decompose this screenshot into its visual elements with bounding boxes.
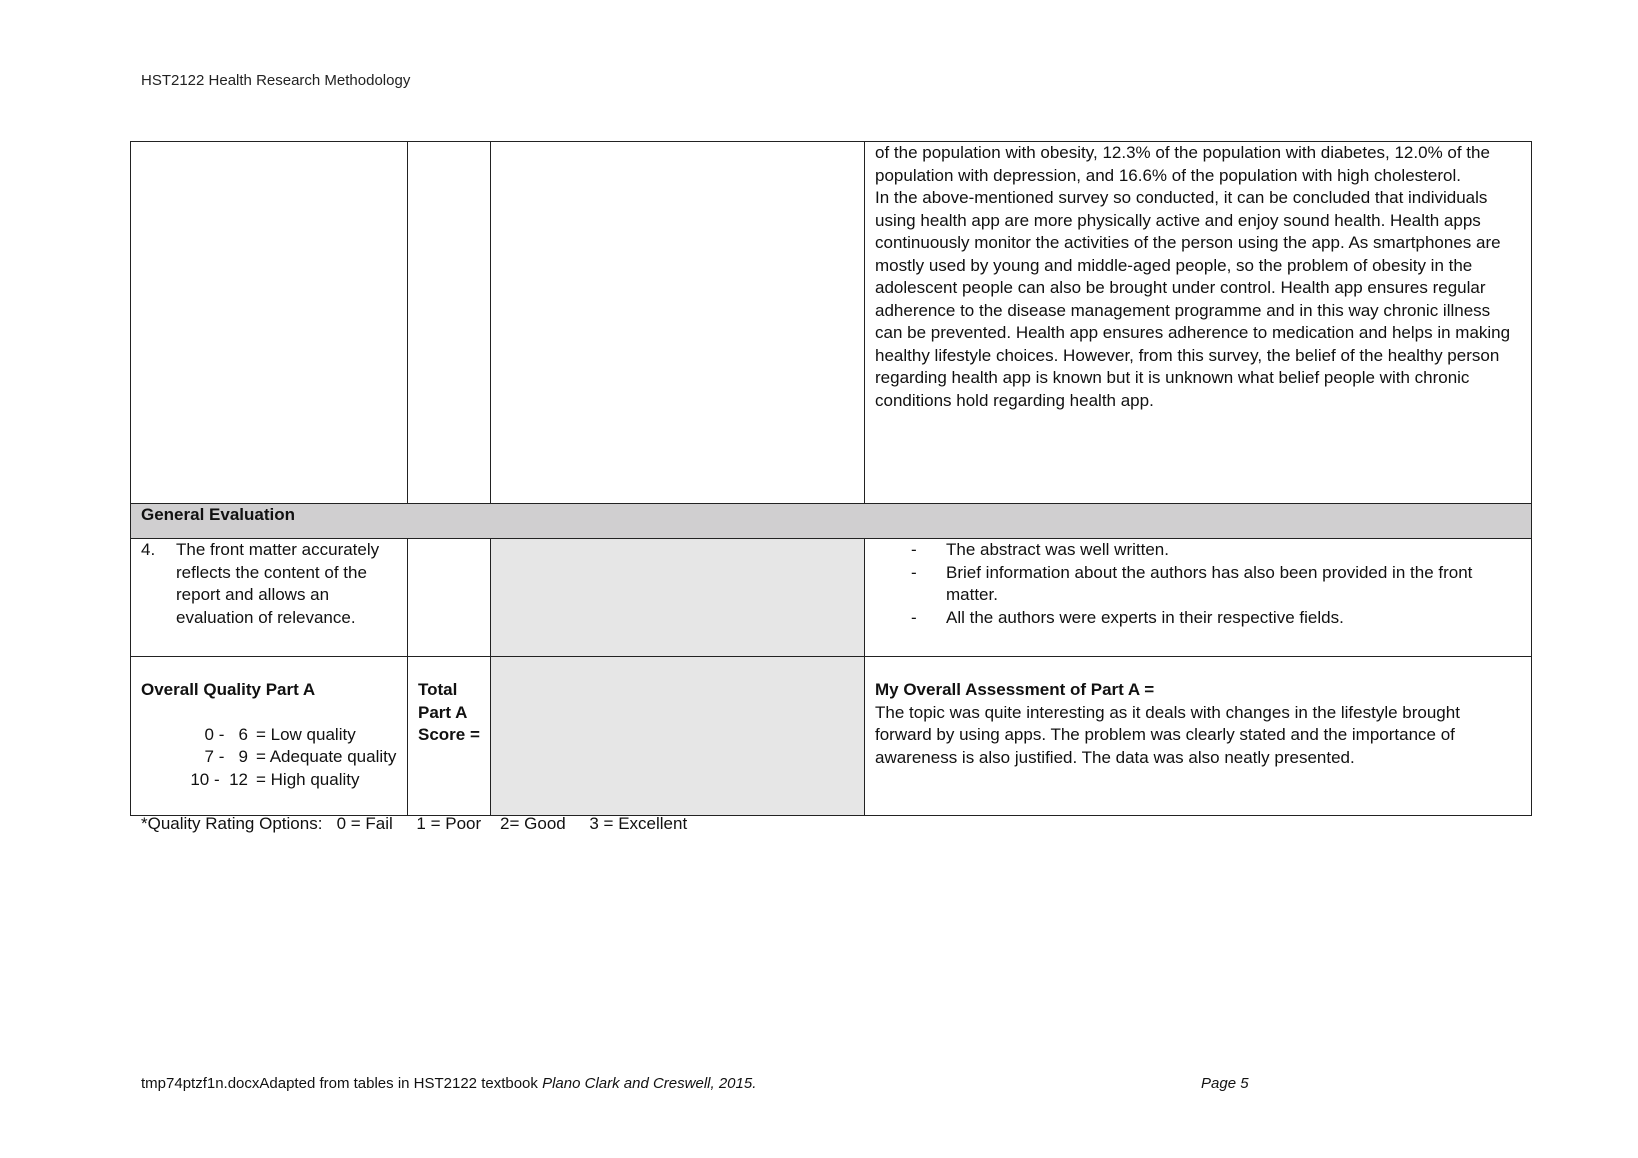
assessment-text: The topic was quite interesting as it deals with changes in the lifestyle brought forward by using apps. The problem was clearly stated and the importance of awareness is also justified. The data was also neatly presented.: [875, 702, 1460, 767]
overall-quality-cell: [131, 657, 408, 816]
rating-footnote: *Quality Rating Options: 0 = Fail 1 = Poor 2= Good 3 = Excellent: [141, 814, 688, 833]
rating-cell: [408, 142, 491, 504]
list-item: - The abstract was well written.: [911, 540, 1169, 559]
document-header: HST2122 Health Research Methodology: [141, 72, 411, 89]
list-item: - All the authors were experts in their respective fields.: [911, 607, 1344, 627]
comment-paragraph: of the population with obesity, 12.3% of the population with diabetes, 12.0% of the population with depression, and 16.6% of the population with high cholesterol.: [875, 143, 1490, 185]
rating-cell: [408, 539, 491, 657]
table-row: [131, 657, 1532, 816]
table-row: [131, 142, 1532, 504]
evidence-cell: [491, 539, 865, 657]
page-number: Page 5: [1201, 1075, 1249, 1092]
footer-source: tmp74ptzf1n.docxAdapted from tables in HST2122 textbook Plano Clark and Creswell, 2015.: [141, 1075, 757, 1092]
overall-quality-title: Overall Quality Part A: [141, 680, 316, 699]
evidence-cell: [491, 142, 865, 504]
assessment-heading: My Overall Assessment of Part A =: [875, 680, 1155, 699]
score-value-cell: [491, 657, 865, 816]
total-score-cell: [408, 657, 491, 816]
evaluation-table: [130, 141, 1532, 816]
scale-row: 7 - 9 = Adequate quality: [204, 747, 397, 766]
criterion-cell: [131, 539, 408, 657]
comment-cell: [865, 539, 1532, 657]
overall-assessment-cell: [865, 657, 1532, 816]
total-score-label: Total Part A Score =: [418, 680, 480, 744]
section-header-row: [131, 504, 1532, 539]
criterion-text: The front matter accurately reflects the content of the report and allows an evaluation of relevance.: [176, 540, 380, 627]
criterion-cell: [131, 142, 408, 504]
table-row: [131, 539, 1532, 657]
comment-cell: [865, 142, 1532, 504]
comment-paragraph: In the above-mentioned survey so conducted, it can be concluded that individuals using health app are more physically active and enjoy sound health. Health apps continuously monitor the activities of the person using the app. As smartphones are mostly used by young and middle-aged people, so the problem of obesity in the adolescent people can also be brought under control. Health app ensures regular adherence to the disease management programme and in this way chronic illness can be prevented. Health app ensures adherence to medication and helps in making healthy lifestyle choices. However, from this survey, the belief of the healthy person regarding health app is known but it is unknown what belief people with chronic conditions hold regarding health app.: [875, 188, 1511, 410]
criterion-number: 4.: [141, 540, 156, 559]
list-item: - Brief information about the authors has also been provided in the front matter.: [911, 562, 1473, 604]
scale-row: 0 - 6 = Low quality: [204, 724, 356, 744]
section-heading: General Evaluation: [131, 504, 1532, 539]
quality-scale: [141, 724, 397, 792]
footer-citation: Plano Clark and Creswell, 2015.: [542, 1075, 757, 1092]
comment-list: [875, 539, 1521, 629]
scale-row: 10 - 12 = High quality: [190, 769, 360, 789]
